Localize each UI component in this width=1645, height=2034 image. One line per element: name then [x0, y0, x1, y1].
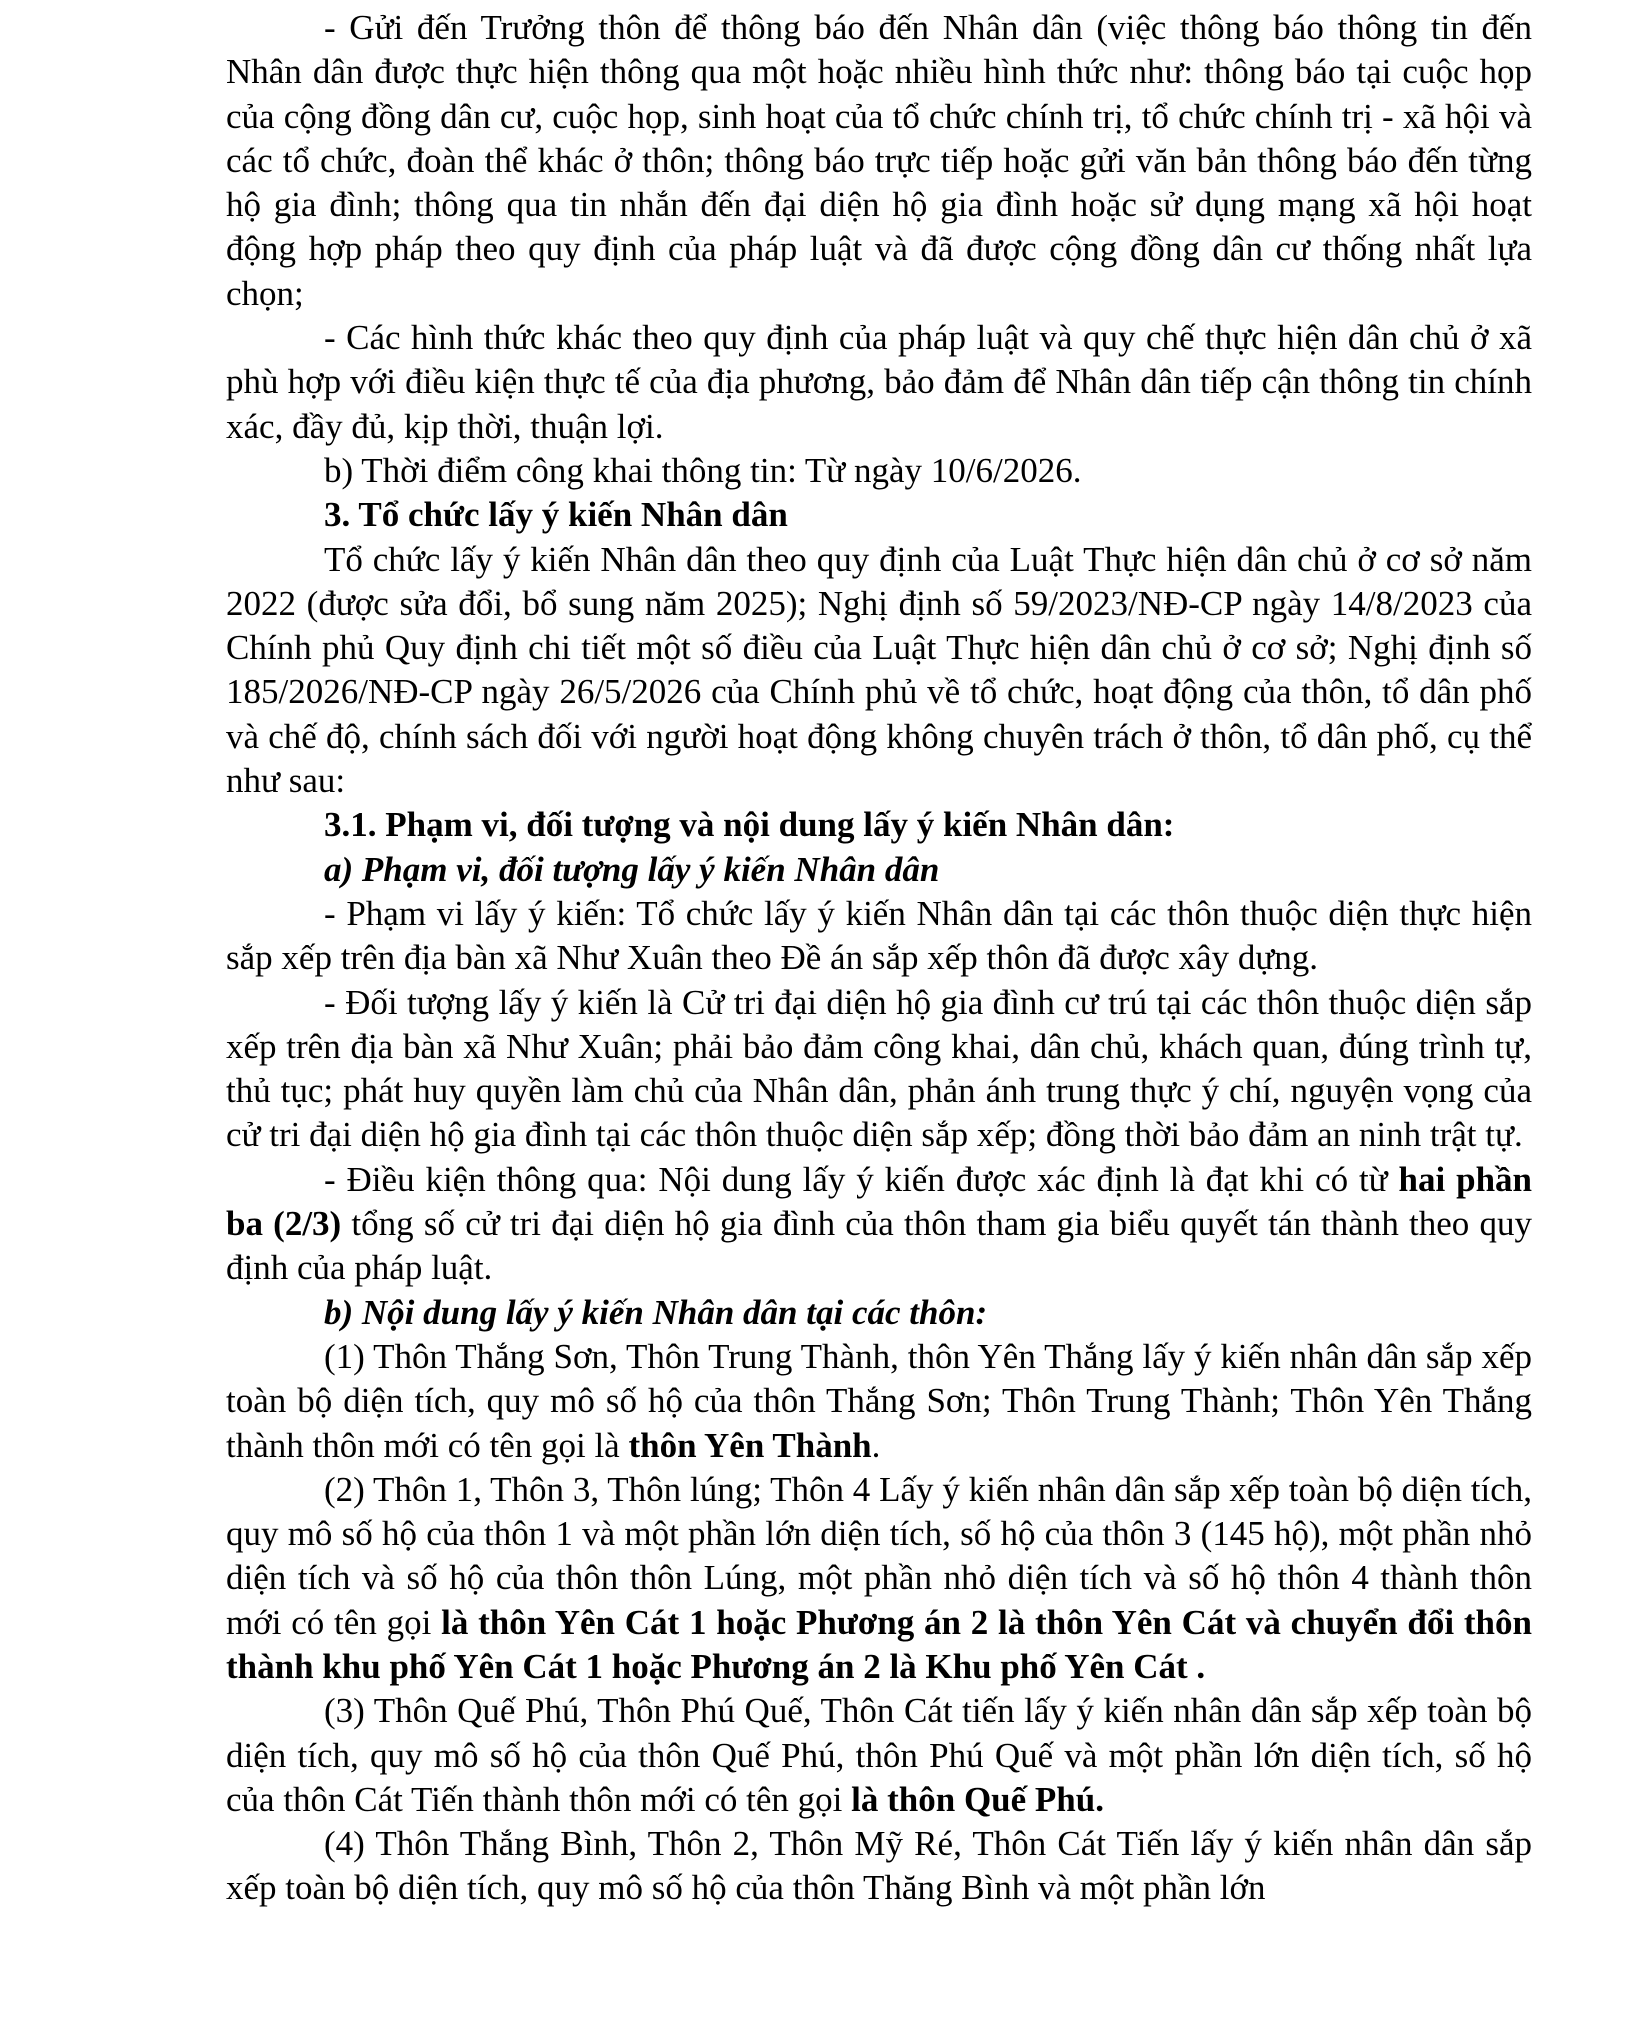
paragraph-item-4 — [226, 1822, 1532, 1911]
text-span: (4) Thôn Thắng Bình, Thôn 2, Thôn Mỹ Ré, Thôn Cát Tiến lấy ý kiến nhân dân sắp xếp toàn bộ diện tích, quy mô số hộ của thôn Thăng Bình và một phần lớn — [226, 1824, 1532, 1908]
heading-text: 3.1. Phạm vi, đối tượng và nội dung lấy ý kiến Nhân dân: — [324, 805, 1175, 845]
text-span: - Phạm vi lấy ý kiến: Tổ chức lấy ý kiến Nhân dân tại các thôn thuộc diện thực hiện sắp xếp trên địa bàn xã Như Xuân theo Đề án sắp xếp thôn đã được xây dựng. — [226, 893, 1532, 978]
subheading-scope — [226, 848, 1532, 892]
paragraph-target-voters — [226, 981, 1532, 1158]
heading-section-3 — [226, 493, 1532, 537]
paragraph-item-1 — [226, 1335, 1532, 1468]
text-span: . — [871, 1425, 881, 1465]
heading-text: 3. Tổ chức lấy ý kiến Nhân dân — [324, 495, 788, 535]
document-page — [226, 6, 1532, 1911]
bold-text-span: hai phần ba (2/3) — [226, 1159, 1532, 1244]
paragraph-approval-condition — [226, 1158, 1532, 1291]
text-span: (1) Thôn Thắng Sơn, Thôn Trung Thành, thôn Yên Thắng lấy ý kiến nhân dân sắp xếp toàn bộ diện tích, quy mô số hộ của thôn Thắng Sơn; Thôn Trung Thành; Thôn Yên Thắng thành thôn mới có tên gọi là — [226, 1336, 1532, 1465]
paragraph-item-2 — [226, 1468, 1532, 1689]
bold-text-span: là thôn Yên Cát 1 hoặc Phương án 2 là thôn Yên Cát và chuyển đổi thôn thành khu phố Yên Cát 1 hoặc Phương án 2 là Khu phố Yên Cát . — [226, 1602, 1532, 1686]
paragraph-other-forms — [226, 316, 1532, 449]
paragraph-notify-village-head — [226, 6, 1532, 316]
text-span: (3) Thôn Quế Phú, Thôn Phú Quế, Thôn Cát tiến lấy ý kiến nhân dân sắp xếp toàn bộ diện tích, quy mô số hộ của thôn Quế Phú, thôn Phú Quế và một phần lớn diện tích, số hộ của thôn Cát Tiến thành thôn mới có tên gọi — [226, 1691, 1532, 1819]
bold-text-span: là thôn Quế Phú. — [851, 1779, 1104, 1819]
paragraph-item-3 — [226, 1689, 1532, 1822]
paragraph-scope — [226, 892, 1532, 981]
text-span: - Các hình thức khác theo quy định của pháp luật và quy chế thực hiện dân chủ ở xã phù hợp với điều kiện thực tế của địa phương, bảo đảm để Nhân dân tiếp cận thông tin chính xác, đầy đủ, kịp thời, thuận lợi. — [226, 318, 1532, 446]
text-span: Tổ chức lấy ý kiến Nhân dân theo quy định của Luật Thực hiện dân chủ ở cơ sở năm 2022 (được sửa đổi, bổ sung năm 2025); Nghị định số 59/2023/NĐ-CP ngày 14/8/2023 của Chính phủ Quy định chi tiết một số điều của Luật Thực hiện dân chủ ở cơ sở; Nghị định số 185/2026/NĐ-CP ngày 26/5/2026 của Chính phủ về tổ chức, hoạt động của thôn, tổ dân phố và chế độ, chính sách đối với người hoạt động không chuyên trách ở thôn, tổ dân phố, cụ thể như sau: — [226, 539, 1532, 801]
text-span: - Điều kiện thông qua: Nội dung lấy ý kiến được xác định là đạt khi có từ — [324, 1159, 1399, 1199]
text-span: - Đối tượng lấy ý kiến là Cử tri đại diện hộ gia đình cư trú tại các thôn thuộc diện sắp xếp trên địa bàn xã Như Xuân; phải bảo đảm công khai, dân chủ, khách quan, đúng trình tự, thủ tục; phát huy quyền làm chủ của Nhân dân, phản ánh trung thực ý chí, nguyện vọng của cử tri đại diện hộ gia đình tại các thôn thuộc diện sắp xếp; đồng thời bảo đảm an ninh trật tự. — [226, 982, 1532, 1155]
text-span: - Gửi đến Trưởng thôn để thông báo đến Nhân dân (việc thông báo thông tin đến Nhân dân được thực hiện thông qua một hoặc nhiều hình thức như: thông báo tại cuộc họp của cộng đồng dân cư, cuộc họp, sinh hoạt của tổ chức chính trị, tổ chức chính trị - xã hội và các tổ chức, đoàn thể khác ở thôn; thông báo trực tiếp hoặc gửi văn bản thông báo đến từng hộ gia đình; thông qua tin nhắn đến đại diện hộ gia đình hoặc sử dụng mạng xã hội hoạt động hợp pháp theo quy định của pháp luật và đã được cộng đồng dân cư thống nhất lựa chọn; — [226, 8, 1532, 313]
subheading-text: a) Phạm vi, đối tượng lấy ý kiến Nhân dân — [324, 849, 940, 889]
paragraph-publication-time — [226, 449, 1532, 493]
text-span: (2) Thôn 1, Thôn 3, Thôn lúng; Thôn 4 Lấy ý kiến nhân dân sắp xếp toàn bộ diện tích, quy mô số hộ của thôn 1 và một phần lớn diện tích, số hộ của thôn 3 (145 hộ), một phần nhỏ diện tích và số hộ của thôn thôn Lúng, một phần nhỏ diện tích và số hộ thôn 4 thành thôn mới có tên gọi — [226, 1469, 1532, 1642]
text-span: b) Thời điểm công khai thông tin: Từ ngày 10/6/2026. — [324, 450, 1082, 490]
subheading-text: b) Nội dung lấy ý kiến Nhân dân tại các thôn: — [324, 1292, 988, 1332]
text-span: tổng số cử tri đại diện hộ gia đình của thôn tham gia biểu quyết tán thành theo quy định của pháp luật. — [226, 1204, 1532, 1288]
heading-section-3-1 — [226, 803, 1532, 847]
subheading-content — [226, 1291, 1532, 1335]
paragraph-legal-basis — [226, 538, 1532, 804]
bold-text-span: thôn Yên Thành — [628, 1425, 872, 1465]
